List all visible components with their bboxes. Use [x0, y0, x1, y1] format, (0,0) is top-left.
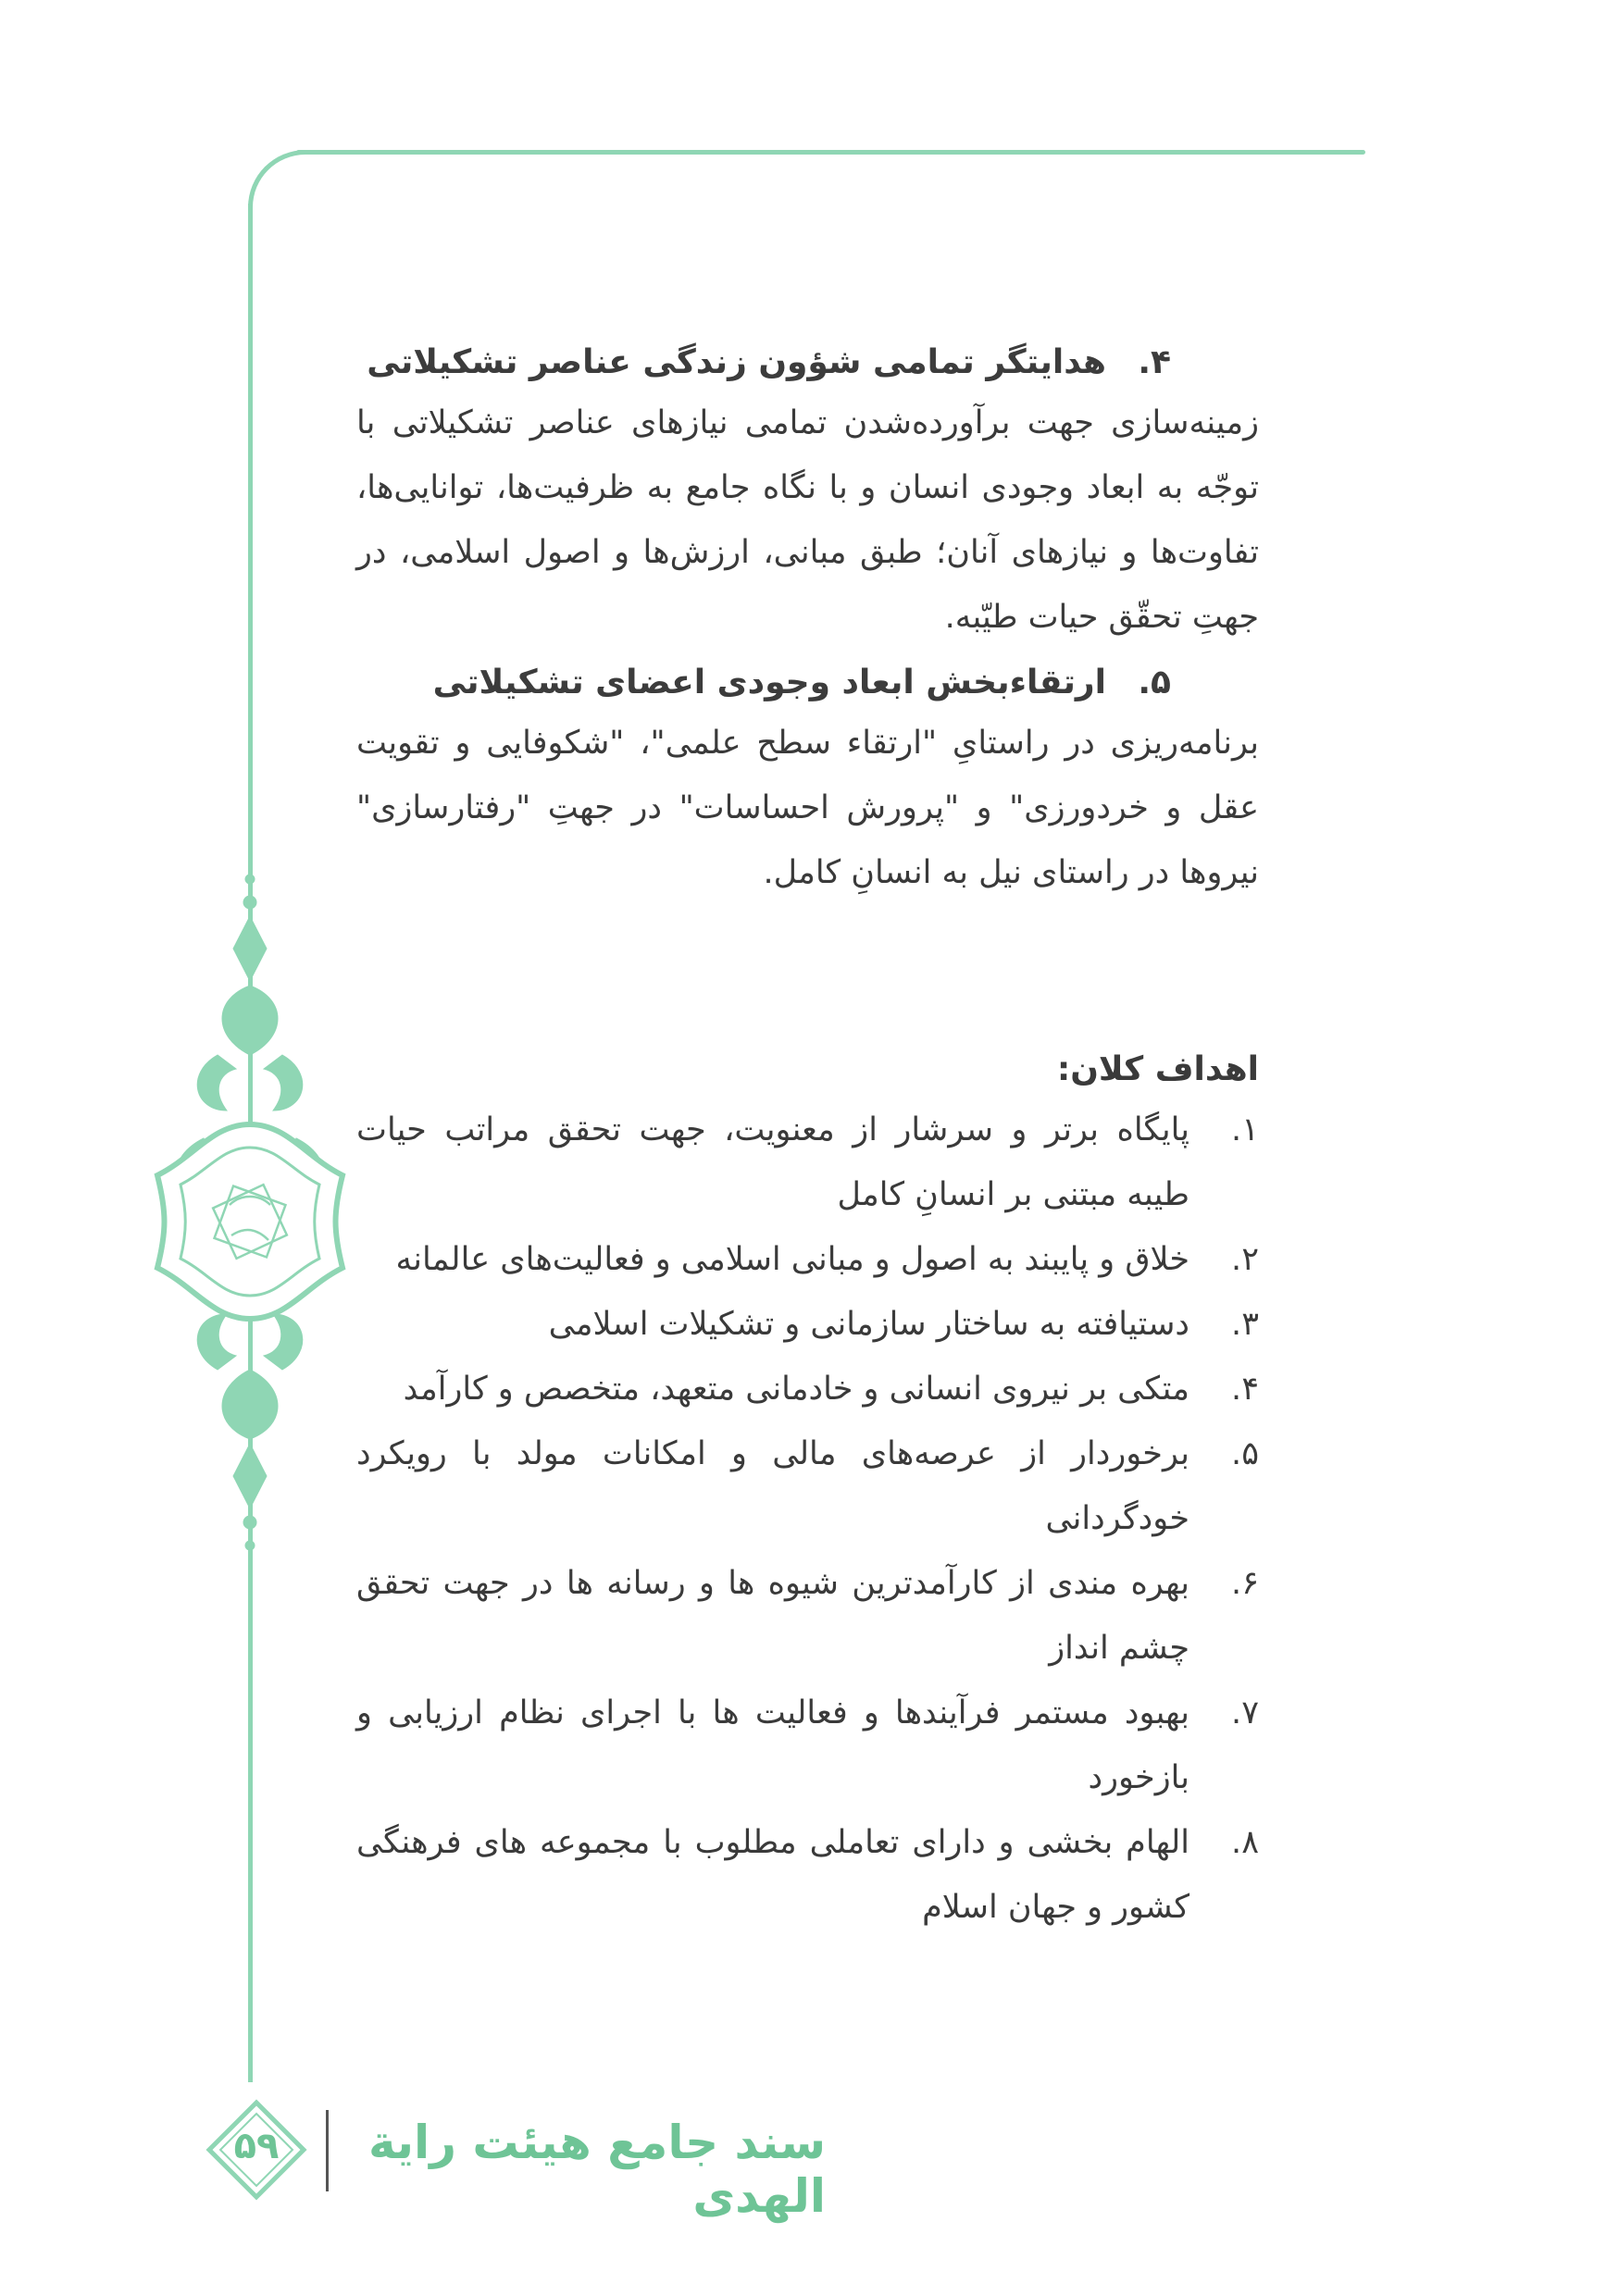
list-item [356, 1292, 1259, 1357]
goal-number: ۵. [1231, 1435, 1259, 1472]
section-paragraph-4: زمینه‌سازی جهت برآورده‌شدن تمامی نیازهای عناصر تشکیلاتی با توجّه به ابعاد وجودی انسان و با نگاه جامع به ظرفیت‌ها، توانایی‌ها، تفاوت‌ها و نیازهای آنان؛ طبق مبانی، ارزش‌ها و اصول اسلامی، در جهتِ تحقّق حیات طیّبه. [356, 404, 1259, 636]
goal-text: دستیافته به ساختار سازمانی و تشکیلات اسلامی [548, 1306, 1189, 1343]
list-item [356, 1681, 1259, 1810]
floral-ornament-icon [148, 861, 361, 1564]
document-title: سند جامع هیئت رایة الهدی [367, 2116, 826, 2223]
goal-text: بهره مندی از کارآمدترین شیوه ها و رسانه ها در جهت تحقق چشم انداز [356, 1565, 1189, 1667]
goal-text: متکی بر نیروی انسانی و خادمانی متعهد، متخصص و کارآمد [403, 1371, 1189, 1408]
list-item [356, 1551, 1259, 1681]
frame-top-border [296, 150, 1365, 155]
goals-heading: اهداف کلان: [1056, 1050, 1259, 1088]
section-paragraph-5: برنامه‌ریزی در راستایِ "ارتقاء سطح علمی"، "شکوفایی و تقویت عقل و خردورزی" و "پرورش احساسات" در جهتِ "رفتارسازی" نیروها در راستای نیل به انسانِ کامل. [356, 725, 1259, 891]
page-number: ۵۹ [233, 2125, 280, 2167]
page-content [356, 335, 1259, 1940]
goal-text: الهام بخشی و دارای تعاملی مطلوب با مجموعه های فرهنگی کشور و جهان اسلام [356, 1824, 1189, 1926]
section-title: هدایتگر تمامی شؤون زندگی عناصر تشکیلاتی [367, 343, 1106, 381]
list-item [356, 1227, 1259, 1292]
list-item [356, 1357, 1259, 1421]
section-number: ۴. [1138, 343, 1171, 381]
goal-number: ۲. [1231, 1241, 1259, 1278]
section-number: ۵. [1138, 664, 1171, 701]
goal-number: ۱. [1231, 1111, 1259, 1148]
goal-text: خلاق و پایبند به اصول و مبانی اسلامی و فعالیت‌های عالمانه [395, 1241, 1189, 1278]
section-title: ارتقاء‌بخش ابعاد وجودی اعضای تشکیلاتی [432, 664, 1106, 701]
frame-corner [248, 150, 313, 215]
goal-number: ۴. [1231, 1371, 1259, 1408]
list-item [356, 1810, 1259, 1940]
goal-number: ۶. [1231, 1565, 1259, 1602]
list-item [356, 1421, 1259, 1551]
list-item [356, 1098, 1259, 1227]
goal-number: ۳. [1231, 1306, 1259, 1343]
footer-divider [326, 2110, 329, 2191]
section-heading-5 [356, 655, 1259, 711]
goal-text: بهبود مستمر فرآیندها و فعالیت ها با اجرای نظام ارزیابی و بازخورد [356, 1694, 1189, 1796]
goal-text: برخوردار از عرصه‌های مالی و امکانات مولد با رویکرد خودگردانی [356, 1435, 1189, 1537]
goal-number: ۸. [1231, 1824, 1259, 1861]
goal-number: ۷. [1231, 1694, 1259, 1731]
section-heading-4 [356, 335, 1259, 391]
goal-text: پایگاه برتر و سرشار از معنویت، جهت تحقق مراتب حیات طیبه مبتنی بر انسانِ کامل [356, 1111, 1189, 1213]
